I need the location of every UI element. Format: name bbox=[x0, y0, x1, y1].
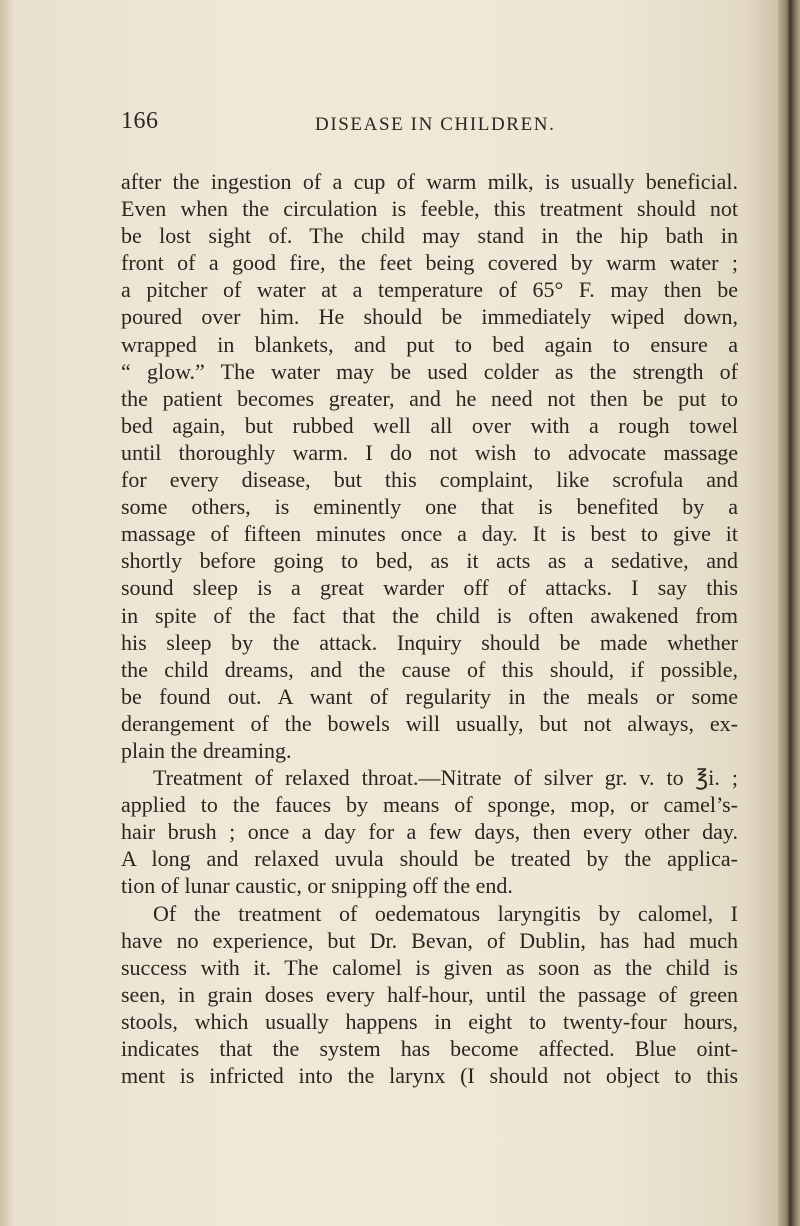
page-right-edge-shadow bbox=[778, 0, 800, 1226]
text-line: poured over him. He should be immediately wiped down, bbox=[121, 304, 738, 330]
text-line: Of the treatment of oedematous laryngitis by calomel, I bbox=[153, 900, 738, 926]
text-line: plain the dreaming. bbox=[121, 737, 292, 763]
text-line: A long and relaxed uvula should be treated by the applica- bbox=[121, 846, 738, 872]
text-line: sound sleep is a great warder off of attacks. I say this bbox=[121, 575, 738, 601]
text-line: hair brush ; once a day for a few days, then every other day. bbox=[121, 819, 738, 845]
text-line: be found out. A want of regularity in the meals or some bbox=[121, 683, 738, 709]
text-line: the patient becomes greater, and he need not then be put to bbox=[121, 385, 738, 411]
text-line: his sleep by the attack. Inquiry should be made whether bbox=[121, 629, 738, 655]
body-text bbox=[121, 168, 738, 1089]
text-line: front of a good fire, the feet being covered by warm water ; bbox=[121, 250, 738, 276]
text-line: a pitcher of water at a temperature of 65° F. may then be bbox=[121, 277, 738, 303]
text-line: the child dreams, and the cause of this should, if possible, bbox=[121, 656, 738, 682]
running-head: DISEASE IN CHILDREN. bbox=[315, 114, 556, 135]
text-line: after the ingestion of a cup of warm milk, is usually beneficial. bbox=[121, 169, 738, 194]
text-line: be lost sight of. The child may stand in the hip bath in bbox=[121, 223, 738, 249]
text-line: derangement of the bowels will usually, but not always, ex- bbox=[121, 710, 738, 736]
text-line: Even when the circulation is feeble, this treatment should not bbox=[121, 196, 738, 222]
text-line: until thoroughly warm. I do not wish to advocate massage bbox=[121, 439, 738, 465]
text-line: bed again, but rubbed well all over with a rough towel bbox=[121, 412, 738, 438]
page-number: 166 bbox=[121, 108, 159, 134]
text-line: indicates that the system has become affected. Blue oint- bbox=[121, 1036, 738, 1061]
text-line: have no experience, but Dr. Bevan, of Dublin, has had much bbox=[121, 927, 738, 953]
text-line: Treatment of relaxed throat.—Nitrate of silver gr. v. to ℥i. ; bbox=[153, 765, 738, 791]
text-line: applied to the fauces by means of sponge, mop, or camel’s- bbox=[121, 792, 738, 818]
page-left-edge bbox=[0, 0, 14, 1226]
text-line: some others, is eminently one that is benefited by a bbox=[121, 494, 738, 520]
text-line: success with it. The calomel is given as soon as the child is bbox=[121, 954, 738, 980]
text-line: for every disease, but this complaint, like scrofula and bbox=[121, 467, 738, 493]
text-line: “ glow.” The water may be used colder as the strength of bbox=[121, 358, 738, 384]
page-header bbox=[121, 100, 721, 140]
text-line: shortly before going to bed, as it acts as a sedative, and bbox=[121, 548, 738, 574]
text-line: seen, in grain doses every half-hour, until the passage of green bbox=[121, 981, 738, 1007]
text-line: stools, which usually happens in eight to twenty-four hours, bbox=[121, 1008, 738, 1034]
text-line: massage of fifteen minutes once a day. It is best to give it bbox=[121, 521, 738, 547]
text-line: in spite of the fact that the child is often awakened from bbox=[121, 602, 738, 628]
text-line: tion of lunar caustic, or snipping off the end. bbox=[121, 873, 513, 899]
text-line: wrapped in blankets, and put to bed again to ensure a bbox=[121, 331, 738, 357]
text-line: ment is infricted into the larynx (I should not object to this bbox=[121, 1063, 738, 1089]
